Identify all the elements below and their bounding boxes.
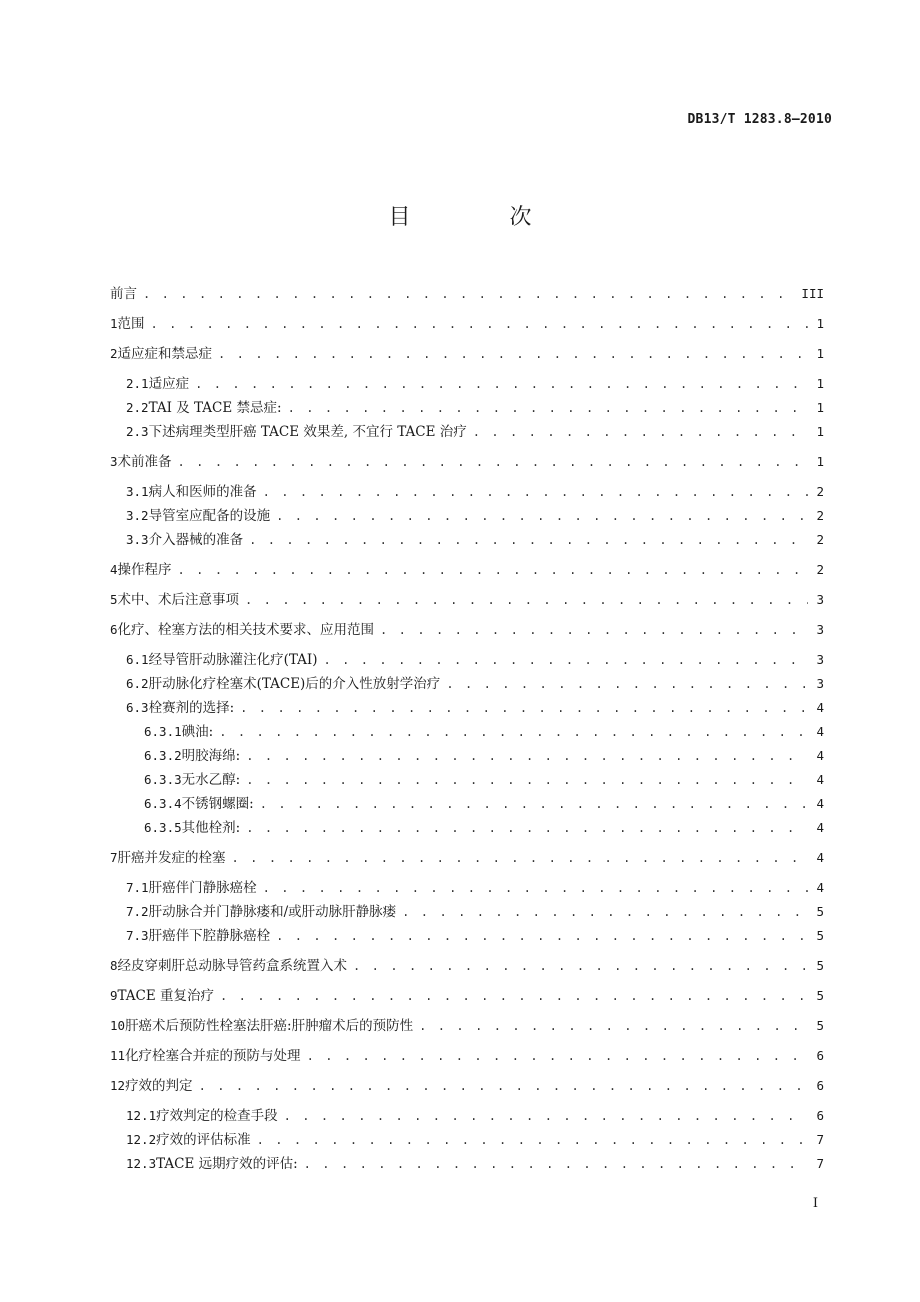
- toc-dot-leader: [288, 401, 808, 415]
- toc-entry-number: 2.2: [126, 400, 149, 415]
- toc-entry-page: 1: [816, 454, 824, 469]
- toc-entry[interactable]: [110, 696, 824, 716]
- toc-entry-number: 7: [110, 850, 118, 865]
- toc-entry-page: 7: [816, 1156, 824, 1171]
- toc-entry-page: 1: [816, 316, 824, 331]
- toc-entry-number: 12: [110, 1078, 126, 1093]
- toc-entry-page: 3: [816, 652, 824, 667]
- toc-entry-number: 10: [110, 1018, 126, 1033]
- toc-entry-page: 4: [816, 850, 824, 865]
- toc-entry-number: 6.3.2: [144, 748, 182, 763]
- toc-entry-number: 6.3.3: [144, 772, 182, 787]
- toc-entry[interactable]: [110, 312, 824, 332]
- toc-entry[interactable]: [110, 528, 824, 548]
- toc-entry[interactable]: [110, 720, 824, 740]
- toc-entry-label: TAI 及 TACE 禁忌症:: [148, 400, 282, 416]
- toc-dot-leader: [246, 749, 808, 763]
- toc-entry-label: 肝癌术后预防性栓塞法肝癌:肝肿瘤术后的预防性: [125, 1018, 414, 1034]
- toc-entry-label: 疗效的评估标准: [156, 1132, 251, 1148]
- toc-entry-label: 导管室应配备的设施: [148, 508, 271, 524]
- toc-entry[interactable]: [110, 672, 824, 692]
- toc-entry-number: 3.3: [126, 532, 149, 547]
- toc-entry-label: 病人和医师的准备: [148, 484, 257, 500]
- toc-entry[interactable]: [110, 1128, 824, 1148]
- toc-entry-number: 12.3: [126, 1156, 157, 1171]
- toc-entry-number: 7.1: [126, 880, 149, 895]
- toc-entry-number: 7.2: [126, 904, 149, 919]
- toc-dot-leader: [304, 1157, 808, 1171]
- toc-entry[interactable]: [110, 1074, 824, 1094]
- toc-entry-page: 5: [816, 958, 824, 973]
- toc-dot-leader: [219, 725, 808, 739]
- toc-entry[interactable]: [110, 1014, 824, 1034]
- toc-entry-label: 肝癌并发症的栓塞: [117, 850, 226, 866]
- toc-entry-label: 肝动脉合并门静脉瘘和/或肝动脉肝静脉瘘: [148, 904, 397, 920]
- toc-entry-label: 其他栓剂:: [181, 820, 241, 836]
- toc-dot-leader: [218, 347, 808, 361]
- toc-entry[interactable]: [110, 372, 824, 392]
- toc-entry[interactable]: [110, 792, 824, 812]
- toc-entry-page: III: [801, 286, 824, 301]
- toc-entry[interactable]: [110, 342, 824, 362]
- toc-dot-leader: [284, 1109, 808, 1123]
- toc-dot-leader: [151, 317, 808, 331]
- toc-entry-label: 不锈钢螺圈:: [181, 796, 254, 812]
- toc-entry[interactable]: [110, 924, 824, 944]
- toc-entry-number: 3.2: [126, 508, 149, 523]
- toc-entry-page: 4: [816, 820, 824, 835]
- toc-entry[interactable]: [110, 1044, 824, 1064]
- toc-entry-label: 适应症和禁忌症: [117, 346, 213, 362]
- toc-entry-page: 2: [816, 562, 824, 577]
- toc-entry[interactable]: [110, 900, 824, 920]
- toc-entry-page: 1: [816, 400, 824, 415]
- toc-entry-page: 5: [816, 988, 824, 1003]
- toc-dot-leader: [276, 509, 808, 523]
- toc-dot-leader: [276, 929, 808, 943]
- toc-entry-label: 介入器械的准备: [148, 532, 244, 548]
- toc-entry[interactable]: [110, 282, 824, 302]
- toc-entry-page: 2: [816, 508, 824, 523]
- toc-entry-number: 6.3.1: [144, 724, 182, 739]
- toc-entry-label: 疗效的判定: [125, 1078, 193, 1094]
- toc-entry-label: 范围: [117, 316, 145, 332]
- toc-entry-page: 4: [816, 772, 824, 787]
- toc-entry[interactable]: [110, 450, 824, 470]
- toc-entry-page: 1: [816, 376, 824, 391]
- toc-entry-page: 3: [816, 622, 824, 637]
- toc-dot-leader: [257, 1133, 808, 1147]
- toc-entry-page: 5: [816, 1018, 824, 1033]
- toc-entry-label: 术前准备: [117, 454, 172, 470]
- toc-dot-leader: [178, 563, 808, 577]
- toc-dot-leader: [380, 623, 808, 637]
- toc-entry-number: 1: [110, 316, 118, 331]
- toc-dot-leader: [143, 287, 795, 301]
- toc-entry-page: 2: [816, 532, 824, 547]
- toc-entry-label: 化疗栓塞合并症的预防与处理: [125, 1048, 301, 1064]
- toc-entry-label: 适应症: [148, 376, 190, 392]
- toc-entry-number: 12.2: [126, 1132, 157, 1147]
- toc-entry-page: 2: [816, 484, 824, 499]
- toc-entry-number: 6: [110, 622, 118, 637]
- toc-dot-leader: [249, 533, 808, 547]
- toc-entry-label: 栓赛剂的选择:: [148, 700, 235, 716]
- toc-entry-page: 6: [816, 1048, 824, 1063]
- toc-dot-leader: [260, 797, 808, 811]
- toc-entry-page: 3: [816, 592, 824, 607]
- toc-entry-label: 前言: [110, 286, 137, 302]
- toc-dot-leader: [263, 881, 808, 895]
- toc-dot-leader: [245, 593, 808, 607]
- toc-entry-number: 8: [110, 958, 118, 973]
- toc-entry[interactable]: [110, 768, 824, 788]
- toc-dot-leader: [195, 377, 808, 391]
- toc-entry[interactable]: [110, 876, 824, 896]
- toc-entry-page: 6: [816, 1108, 824, 1123]
- toc-entry-page: 3: [816, 676, 824, 691]
- toc-entry-page: 6: [816, 1078, 824, 1093]
- toc-entry-number: 3.1: [126, 484, 149, 499]
- toc-entry-page: 7: [816, 1132, 824, 1147]
- toc-entry[interactable]: [110, 954, 824, 974]
- toc-entry-label: 术中、术后注意事项: [117, 592, 240, 608]
- toc-entry[interactable]: [110, 846, 824, 866]
- toc-entry-page: 4: [816, 700, 824, 715]
- toc-dot-leader: [232, 851, 808, 865]
- toc-entry-label: TACE 重复治疗: [117, 988, 215, 1004]
- toc-entry-number: 4: [110, 562, 118, 577]
- toc-entry-number: 5: [110, 592, 118, 607]
- toc-dot-leader: [353, 959, 808, 973]
- toc-entry-label: 经导管肝动脉灌注化疗(TAI): [148, 652, 318, 668]
- toc-entry-number: 2.1: [126, 376, 149, 391]
- toc-dot-leader: [419, 1019, 808, 1033]
- toc-entry-label: 碘油:: [181, 724, 214, 740]
- toc-entry-number: 7.3: [126, 928, 149, 943]
- toc-entry[interactable]: [110, 504, 824, 524]
- toc-entry-label: 化疗、栓塞方法的相关技术要求、应用范围: [117, 622, 375, 638]
- toc-dot-leader: [323, 653, 808, 667]
- toc-entry-number: 9: [110, 988, 118, 1003]
- toc-dot-leader: [263, 485, 808, 499]
- toc-entry[interactable]: [110, 1104, 824, 1124]
- toc-entry-label: 肝癌伴下腔静脉癌栓: [148, 928, 271, 944]
- toc-entry-label: 操作程序: [117, 562, 172, 578]
- page-number: I: [812, 1196, 818, 1211]
- toc-dot-leader: [246, 821, 808, 835]
- toc-entry-label: 下述病理类型肝癌 TACE 效果差, 不宜行 TACE 治疗: [148, 424, 467, 440]
- toc-entry-label: TACE 远期疗效的评估:: [156, 1156, 298, 1172]
- toc-entry-number: 11: [110, 1048, 126, 1063]
- toc-entry-page: 4: [816, 880, 824, 895]
- toc-entry-number: 6.3.4: [144, 796, 182, 811]
- toc-entry-page: 5: [816, 904, 824, 919]
- toc-entry-label: 肝动脉化疗栓塞术(TACE)后的介入性放射学治疗: [148, 676, 441, 692]
- toc-entry[interactable]: [110, 744, 824, 764]
- toc-entry-number: 6.2: [126, 676, 149, 691]
- toc-dot-leader: [307, 1049, 808, 1063]
- toc-dot-leader: [402, 905, 808, 919]
- toc-entry[interactable]: [110, 648, 824, 668]
- toc-entry[interactable]: [110, 984, 824, 1004]
- toc-entry[interactable]: [110, 480, 824, 500]
- toc-entry[interactable]: [110, 816, 824, 836]
- toc-entry[interactable]: [110, 588, 824, 608]
- toc-dot-leader: [199, 1079, 808, 1093]
- toc-entry-number: 2.3: [126, 424, 149, 439]
- document-code: DB13/T 1283.8—2010: [687, 112, 832, 127]
- toc-dot-leader: [446, 677, 808, 691]
- toc-entry-number: 6.1: [126, 652, 149, 667]
- toc-entry-label: 明胶海绵:: [181, 748, 241, 764]
- toc-entry-page: 5: [816, 928, 824, 943]
- toc-entry[interactable]: [110, 618, 824, 638]
- toc-dot-leader: [178, 455, 808, 469]
- toc-dot-leader: [246, 773, 808, 787]
- toc-entry-page: 4: [816, 724, 824, 739]
- toc-entry-page: 1: [816, 424, 824, 439]
- table-of-contents: [110, 0, 824, 1302]
- toc-entry-number: 6.3.5: [144, 820, 182, 835]
- toc-entry[interactable]: [110, 1152, 824, 1172]
- toc-entry-number: 12.1: [126, 1108, 157, 1123]
- toc-entry-page: 1: [816, 346, 824, 361]
- toc-entry-label: 疗效判定的检查手段: [156, 1108, 278, 1124]
- toc-entry-number: 6.3: [126, 700, 149, 715]
- toc-entry-label: 肝癌伴门静脉癌栓: [148, 880, 257, 896]
- toc-entry[interactable]: [110, 420, 824, 440]
- toc-entry-page: 4: [816, 748, 824, 763]
- toc-dot-leader: [240, 701, 808, 715]
- toc-entry-label: 无水乙醇:: [181, 772, 241, 788]
- toc-entry-page: 4: [816, 796, 824, 811]
- toc-entry-number: 2: [110, 346, 118, 361]
- toc-entry[interactable]: [110, 558, 824, 578]
- toc-entry-number: 3: [110, 454, 118, 469]
- toc-entry[interactable]: [110, 396, 824, 416]
- page-title: 目 次: [388, 205, 578, 230]
- toc-dot-leader: [473, 425, 808, 439]
- toc-dot-leader: [220, 989, 808, 1003]
- toc-entry-label: 经皮穿刺肝总动脉导管药盒系统置入术: [117, 958, 348, 974]
